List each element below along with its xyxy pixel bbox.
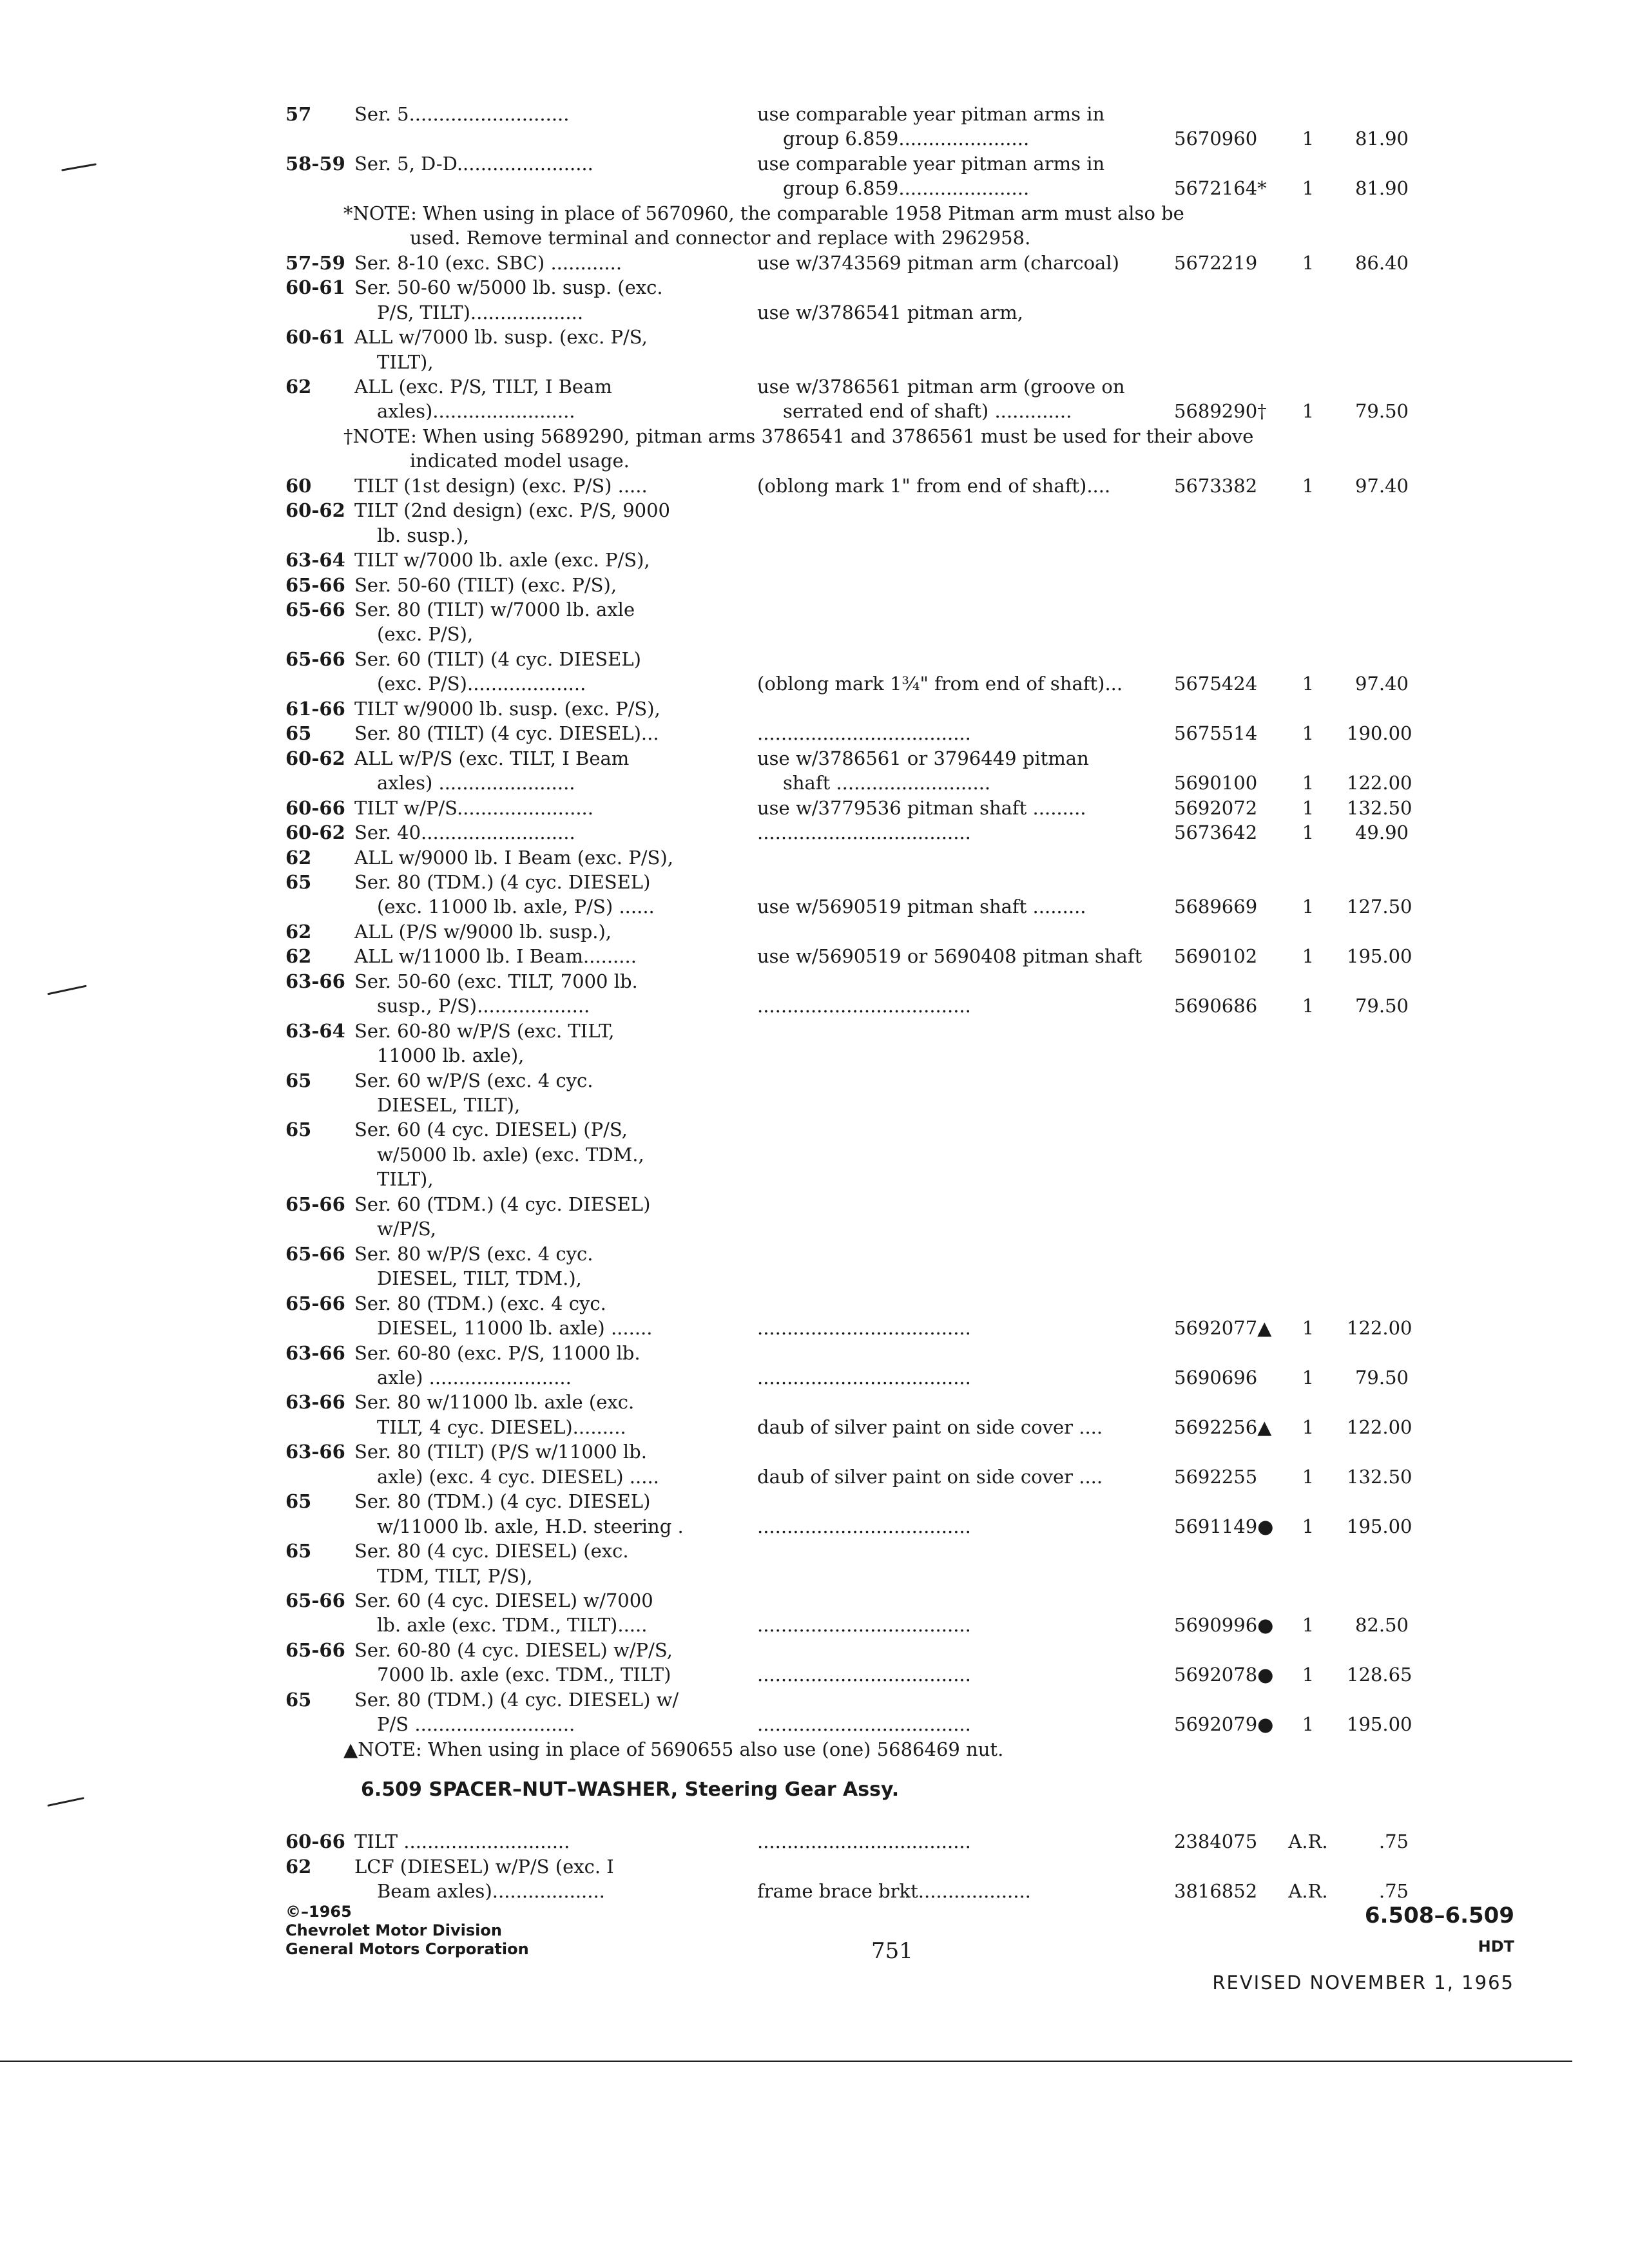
remarks: .................................... <box>757 822 971 844</box>
application-description: Ser. 80 (TDM.) (4 cyc. DIESEL) w/ <box>354 1688 679 1711</box>
model-years: 65 <box>285 1069 312 1091</box>
quantity: 1 <box>1302 1713 1315 1736</box>
page-number: 751 <box>871 1938 913 1964</box>
application-description: Ser. 60 (4 cyc. DIESEL) (P/S, <box>354 1119 628 1141</box>
part-number: 5692255 <box>1174 1465 1258 1488</box>
application-description: TILT (2nd design) (exc. P/S, 9000 <box>354 499 670 522</box>
remarks: use w/3779536 pitman shaft ......... <box>757 796 1086 819</box>
part-number: 2384075 <box>1174 1831 1258 1852</box>
remarks: .................................... <box>757 1614 971 1637</box>
part-number: 5692077▲ <box>1174 1317 1272 1340</box>
application-description: Ser. 5, D-D....................... <box>354 152 593 175</box>
application-description: Ser. 40.......................... <box>354 822 575 844</box>
application-description: Ser. 80 w/P/S (exc. 4 cyc. <box>354 1242 593 1265</box>
application-description: Ser. 50-60 (TILT) (exc. P/S), <box>354 573 617 596</box>
application-description: Ser. 80 (4 cyc. DIESEL) (exc. <box>354 1540 629 1562</box>
list-price: 195.00 <box>1347 1515 1412 1537</box>
application-description: 7000 lb. axle (exc. TDM., TILT) <box>377 1664 671 1686</box>
model-years: 61-66 <box>285 697 345 720</box>
remarks: (oblong mark 1¾" from end of shaft)... <box>757 673 1123 695</box>
note-text: *NOTE: When using in place of 5670960, the comparable 1958 Pitman arm must also be <box>343 202 1184 224</box>
application-description: Ser. 60-80 (4 cyc. DIESEL) w/P/S, <box>354 1639 673 1661</box>
list-price: 79.50 <box>1354 995 1409 1017</box>
copyright-line: ©–1965 <box>285 1903 352 1921</box>
remarks: .................................... <box>757 1713 971 1736</box>
list-price: 79.50 <box>1354 400 1409 423</box>
remarks: daub of silver paint on side cover .... <box>757 1465 1103 1488</box>
application-description: ALL w/9000 lb. I Beam (exc. P/S), <box>354 846 673 869</box>
quantity: 1 <box>1302 400 1315 423</box>
application-description: TILT ............................ <box>354 1831 570 1852</box>
application-description: ALL w/7000 lb. susp. (exc. P/S, <box>354 326 648 349</box>
remarks: daub of silver paint on side cover .... <box>757 1416 1103 1438</box>
quantity: 1 <box>1302 822 1315 844</box>
model-years: 58-59 <box>285 152 345 175</box>
application-description: Ser. 80 (TILT) (4 cyc. DIESEL)... <box>354 722 659 745</box>
list-price: .75 <box>1378 1880 1409 1902</box>
model-years: 65 <box>285 1688 312 1711</box>
model-years: 57 <box>285 103 312 125</box>
part-number: 5690996● <box>1174 1614 1274 1637</box>
corporation-name: General Motors Corporation <box>285 1940 529 1958</box>
application-description: Ser. 50-60 w/5000 lb. susp. (exc. <box>354 276 663 299</box>
remarks: group 6.859...................... <box>783 177 1030 200</box>
application-description: DIESEL, 11000 lb. axle) ....... <box>377 1317 653 1340</box>
application-description: Ser. 8-10 (exc. SBC) ............ <box>354 251 622 274</box>
quantity: 1 <box>1302 1515 1315 1537</box>
application-description: DIESEL, TILT, TDM.), <box>377 1267 582 1290</box>
application-description: w/P/S, <box>377 1218 436 1240</box>
model-years: 60-62 <box>285 822 345 844</box>
remarks: .................................... <box>757 1664 971 1686</box>
model-years: 65-66 <box>285 1639 345 1661</box>
hdt-tag: HDT <box>1478 1937 1514 1956</box>
model-years: 62 <box>285 846 312 869</box>
division-name: Chevrolet Motor Division <box>285 1921 502 1939</box>
list-price: 190.00 <box>1347 722 1412 745</box>
part-number: 5690686 <box>1174 995 1258 1017</box>
quantity: 1 <box>1302 722 1315 745</box>
part-number: 5673642 <box>1174 822 1258 844</box>
part-number: 5672219 <box>1174 251 1258 274</box>
remarks: use w/5690519 pitman shaft ......... <box>757 896 1086 918</box>
part-number: 5689669 <box>1174 896 1258 918</box>
model-years: 62 <box>285 945 312 968</box>
note-text: †NOTE: When using 5689290, pitman arms 3786541 and 3786561 must be used for their above <box>343 425 1254 447</box>
model-years: 65 <box>285 1540 312 1562</box>
part-number: 5672164* <box>1174 177 1267 200</box>
application-description: Ser. 80 (TDM.) (exc. 4 cyc. <box>354 1292 606 1314</box>
list-price: .75 <box>1378 1831 1409 1852</box>
application-description: susp., P/S)................... <box>377 995 590 1017</box>
remarks: use w/3786541 pitman arm, <box>757 301 1023 323</box>
quantity: 1 <box>1302 673 1315 695</box>
list-price: 97.40 <box>1354 673 1409 695</box>
model-years: 65 <box>285 870 312 893</box>
application-description: Ser. 80 (TDM.) (4 cyc. DIESEL) <box>354 870 651 893</box>
application-description: TILT (1st design) (exc. P/S) ..... <box>354 474 648 497</box>
quantity: 1 <box>1302 474 1315 497</box>
list-price: 49.90 <box>1354 822 1409 844</box>
quantity: 1 <box>1302 1614 1315 1637</box>
quantity: 1 <box>1302 945 1315 968</box>
model-years: 65-66 <box>285 648 345 670</box>
application-description: Ser. 60 w/P/S (exc. 4 cyc. <box>354 1069 593 1091</box>
application-description: ALL (P/S w/9000 lb. susp.), <box>354 920 612 943</box>
application-description: w/11000 lb. axle, H.D. steering . <box>377 1515 684 1537</box>
application-description: Ser. 5........................... <box>354 103 570 125</box>
part-number: 5692256▲ <box>1174 1416 1272 1438</box>
part-number: 5690696 <box>1174 1366 1258 1389</box>
application-description: TILT w/7000 lb. axle (exc. P/S), <box>354 549 650 572</box>
remarks: serrated end of shaft) ............. <box>783 400 1072 423</box>
application-description: TILT), <box>377 351 434 373</box>
application-description: lb. susp.), <box>377 524 470 546</box>
quantity: 1 <box>1302 896 1315 918</box>
application-description: LCF (DIESEL) w/P/S (exc. I <box>354 1855 614 1878</box>
quantity: 1 <box>1302 1416 1315 1438</box>
application-description: Ser. 80 (TDM.) (4 cyc. DIESEL) <box>354 1490 651 1513</box>
model-years: 65-66 <box>285 1193 345 1215</box>
application-description: DIESEL, TILT), <box>377 1094 521 1116</box>
model-years: 65 <box>285 722 312 745</box>
application-description: TDM, TILT, P/S), <box>377 1564 533 1587</box>
application-description: Ser. 60 (TDM.) (4 cyc. DIESEL) <box>354 1193 651 1215</box>
part-number: 5691149● <box>1174 1515 1274 1537</box>
part-number: 5690100 <box>1174 772 1258 794</box>
model-years: 65-66 <box>285 1590 345 1611</box>
list-price: 195.00 <box>1347 945 1412 968</box>
quantity: 1 <box>1302 128 1315 150</box>
model-years: 65 <box>285 1490 312 1513</box>
application-description: Ser. 50-60 (exc. TILT, 7000 lb. <box>354 970 638 992</box>
model-years: 62 <box>285 920 312 943</box>
application-description: P/S, TILT)................... <box>377 301 584 323</box>
application-description: Beam axles)................... <box>377 1880 605 1902</box>
application-description: Ser. 80 w/11000 lb. axle (exc. <box>354 1391 635 1414</box>
application-description: axles)........................ <box>377 400 575 423</box>
list-price: 86.40 <box>1354 251 1409 274</box>
list-price: 122.00 <box>1347 1416 1412 1438</box>
remarks: .................................... <box>757 1366 971 1389</box>
application-description: 11000 lb. axle), <box>377 1044 525 1067</box>
application-description: (exc. P/S).................... <box>377 673 586 695</box>
application-description: Ser. 80 (TILT) w/7000 lb. axle <box>354 599 635 620</box>
part-number: 5692078● <box>1174 1664 1274 1686</box>
application-description: Ser. 80 (TILT) (P/S w/11000 lb. <box>354 1441 647 1463</box>
model-years: 65-66 <box>285 1292 345 1314</box>
remarks: group 6.859...................... <box>783 128 1030 150</box>
model-years: 65-66 <box>285 573 345 596</box>
quantity: 1 <box>1302 796 1315 819</box>
model-years: 63-64 <box>285 549 345 572</box>
application-description: axles) ....................... <box>377 772 575 794</box>
application-description: Ser. 60 (4 cyc. DIESEL) w/7000 <box>354 1590 653 1611</box>
remarks: use comparable year pitman arms in <box>757 152 1105 175</box>
remarks: shaft .......................... <box>783 772 991 794</box>
application-description: TILT w/9000 lb. susp. (exc. P/S), <box>354 697 660 720</box>
application-description: Ser. 60-80 w/P/S (exc. TILT, <box>354 1019 615 1042</box>
part-number: 5692079● <box>1174 1713 1274 1736</box>
model-years: 65 <box>285 1119 312 1141</box>
application-description: P/S ........................... <box>377 1713 575 1736</box>
quantity: A.R. <box>1288 1831 1328 1852</box>
part-number: 5690102 <box>1174 945 1258 968</box>
remarks: frame brace brkt................... <box>757 1880 1031 1902</box>
note-text: ▲NOTE: When using in place of 5690655 also use (one) 5686469 nut. <box>343 1738 1004 1760</box>
part-number: 5670960 <box>1174 128 1258 150</box>
list-price: 132.50 <box>1347 1465 1412 1488</box>
model-years: 60-61 <box>285 276 345 299</box>
application-description: ALL w/P/S (exc. TILT, I Beam <box>354 747 630 769</box>
model-years: 65-66 <box>285 599 345 620</box>
quantity: 1 <box>1302 1366 1315 1389</box>
part-number: 5675424 <box>1174 673 1258 695</box>
list-price: 122.00 <box>1347 772 1412 794</box>
model-years: 63-66 <box>285 1441 345 1463</box>
application-description: Ser. 60 (TILT) (4 cyc. DIESEL) <box>354 648 641 670</box>
application-description: (exc. P/S), <box>377 623 474 646</box>
list-price: 128.65 <box>1347 1664 1412 1686</box>
part-number: 5689290† <box>1174 400 1267 423</box>
list-price: 195.00 <box>1347 1713 1412 1736</box>
model-years: 60-66 <box>285 796 345 819</box>
bottom-rule <box>0 2061 1572 2062</box>
quantity: 1 <box>1302 1664 1315 1686</box>
model-years: 57-59 <box>285 251 345 274</box>
model-years: 62 <box>285 375 312 398</box>
model-years: 60 <box>285 474 312 497</box>
application-description: axle) ........................ <box>377 1366 572 1389</box>
quantity: A.R. <box>1288 1880 1328 1902</box>
application-description: ALL w/11000 lb. I Beam......... <box>354 945 637 968</box>
quantity: 1 <box>1302 177 1315 200</box>
model-years: 63-64 <box>285 1019 345 1042</box>
application-description: (exc. 11000 lb. axle, P/S) ...... <box>377 896 655 918</box>
quantity: 1 <box>1302 1317 1315 1340</box>
remarks: use w/5690519 or 5690408 pitman shaft <box>757 945 1142 968</box>
model-years: 62 <box>285 1855 312 1878</box>
list-price: 122.00 <box>1347 1317 1412 1340</box>
list-price: 97.40 <box>1354 474 1409 497</box>
remarks: .................................... <box>757 722 971 745</box>
application-description: w/5000 lb. axle) (exc. TDM., <box>377 1143 644 1166</box>
revision-date: REVISED NOVEMBER 1, 1965 <box>1212 1972 1514 1994</box>
application-description: TILT), <box>377 1168 434 1191</box>
list-price: 127.50 <box>1347 896 1412 918</box>
remarks: .................................... <box>757 995 971 1017</box>
remarks: (oblong mark 1" from end of shaft).... <box>757 474 1111 497</box>
model-years: 65-66 <box>285 1242 345 1265</box>
remarks: use w/3786561 or 3796449 pitman <box>757 747 1089 769</box>
quantity: 1 <box>1302 251 1315 274</box>
section-range: 6.508–6.509 <box>1364 1903 1514 1928</box>
application-description: Ser. 60-80 (exc. P/S, 11000 lb. <box>354 1341 641 1364</box>
application-description: TILT, 4 cyc. DIESEL)......... <box>377 1416 626 1438</box>
remarks: use w/3786561 pitman arm (groove on <box>757 375 1125 398</box>
remarks: use comparable year pitman arms in <box>757 103 1105 125</box>
list-price: 79.50 <box>1354 1366 1409 1389</box>
part-number: 3816852 <box>1174 1880 1258 1902</box>
remarks: .................................... <box>757 1831 971 1852</box>
part-number: 5692072 <box>1174 796 1258 819</box>
application-description: TILT w/P/S....................... <box>354 796 593 819</box>
application-description: ALL (exc. P/S, TILT, I Beam <box>354 375 612 398</box>
model-years: 63-66 <box>285 1391 345 1414</box>
list-price: 81.90 <box>1354 128 1409 150</box>
list-price: 82.50 <box>1354 1614 1409 1637</box>
model-years: 60-66 <box>285 1831 345 1852</box>
model-years: 60-62 <box>285 747 345 769</box>
quantity: 1 <box>1302 772 1315 794</box>
remarks: .................................... <box>757 1317 971 1340</box>
model-years: 60-61 <box>285 326 345 349</box>
scan-mark <box>47 1797 84 1807</box>
model-years: 63-66 <box>285 1341 345 1364</box>
quantity: 1 <box>1302 995 1315 1017</box>
note-text: used. Remove terminal and connector and replace with 2962958. <box>410 227 1031 249</box>
part-number: 5673382 <box>1174 474 1258 497</box>
part-number: 5675514 <box>1174 722 1258 745</box>
model-years: 63-66 <box>285 970 345 992</box>
list-price: 81.90 <box>1354 177 1409 200</box>
quantity: 1 <box>1302 1465 1315 1488</box>
remarks: use w/3743569 pitman arm (charcoal) <box>757 251 1119 274</box>
section-heading: 6.509 SPACER–NUT–WASHER, Steering Gear Assy. <box>361 1778 900 1801</box>
note-text: indicated model usage. <box>410 450 630 472</box>
application-description: axle) (exc. 4 cyc. DIESEL) ..... <box>377 1465 659 1488</box>
list-price: 132.50 <box>1347 796 1412 819</box>
remarks: .................................... <box>757 1515 971 1537</box>
model-years: 60-62 <box>285 499 345 522</box>
application-description: lb. axle (exc. TDM., TILT)..... <box>377 1614 648 1637</box>
